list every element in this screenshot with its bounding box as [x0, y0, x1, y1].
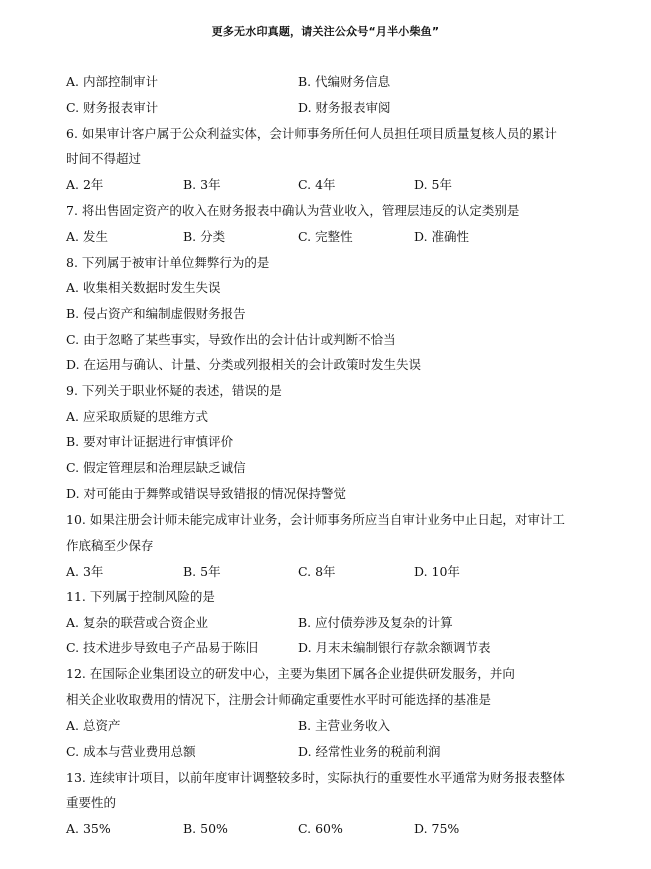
- q8-option-a: A. 收集相关数据时发生失误: [66, 280, 221, 295]
- q12-option-c: C. 成本与营业费用总额: [66, 744, 196, 759]
- q6-stem-line-1: 6. 如果审计客户属于公众利益实体，会计师事务所任何人员担任项目质量复核人员的累计: [66, 126, 557, 141]
- q10-option-a: A. 3年: [66, 564, 104, 579]
- q11-stem: 11. 下列属于控制风险的是: [66, 589, 215, 604]
- q13-option-b: B. 50%: [183, 821, 228, 836]
- q13-stem-line-1: 13. 连续审计项目，以前年度审计调整较多时，实际执行的重要性水平通常为财务报表整体: [66, 770, 565, 785]
- q10-option-b: B. 5年: [183, 564, 221, 579]
- q13-stem-line-2: 重要性的: [66, 795, 117, 810]
- q13-option-d: D. 75%: [414, 821, 460, 836]
- q5-option-d: D. 财务报表审阅: [298, 100, 391, 115]
- q6-option-c: C. 4年: [298, 177, 336, 192]
- q9-option-b: B. 要对审计证据进行审慎评价: [66, 434, 234, 449]
- q6-option-a: A. 2年: [66, 177, 104, 192]
- q13-option-c: C. 60%: [298, 821, 343, 836]
- q12-stem-line-1: 12. 在国际企业集团设立的研发中心，主要为集团下属各企业提供研发服务，并向: [66, 666, 515, 681]
- q8-option-b: B. 侵占资产和编制虚假财务报告: [66, 306, 246, 321]
- q7-option-b: B. 分类: [183, 229, 226, 244]
- q11-option-d: D. 月末未编制银行存款余额调节表: [298, 640, 491, 655]
- q11-option-b: B. 应付债券涉及复杂的计算: [298, 615, 453, 630]
- q13-option-a: A. 35%: [66, 821, 111, 836]
- q11-option-a: A. 复杂的联营或合资企业: [66, 615, 208, 630]
- q9-option-a: A. 应采取质疑的思维方式: [66, 409, 208, 424]
- q9-option-c: C. 假定管理层和治理层缺乏诚信: [66, 460, 246, 475]
- q9-option-d: D. 对可能由于舞弊或错误导致错报的情况保持警觉: [66, 486, 347, 501]
- q7-option-c: C. 完整性: [298, 229, 353, 244]
- q7-option-d: D. 准确性: [414, 229, 470, 244]
- q12-option-d: D. 经常性业务的税前利润: [298, 744, 441, 759]
- q10-stem-line-1: 10. 如果注册会计师未能完成审计业务，会计师事务所应当自审计业务中止日起，对审计工: [66, 512, 565, 527]
- q12-option-a: A. 总资产: [66, 718, 121, 733]
- q12-stem-line-2: 相关企业收取费用的情况下，注册会计师确定重要性水平时可能选择的基准是: [66, 692, 492, 707]
- q6-stem-line-2: 时间不得超过: [66, 151, 142, 166]
- q10-stem-line-2: 作底稿至少保存: [66, 538, 154, 553]
- q8-stem: 8. 下列属于被审计单位舞弊行为的是: [66, 255, 270, 270]
- q6-option-d: D. 5年: [414, 177, 452, 192]
- q7-option-a: A. 发生: [66, 229, 108, 244]
- q12-option-b: B. 主营业务收入: [298, 718, 391, 733]
- q5-option-c: C. 财务报表审计: [66, 100, 159, 115]
- q8-option-c: C. 由于忽略了某些事实，导致作出的会计估计或判断不恰当: [66, 332, 396, 347]
- q6-option-b: B. 3年: [183, 177, 221, 192]
- q7-stem: 7. 将出售固定资产的收入在财务报表中确认为营业收入，管理层违反的认定类别是: [66, 203, 520, 218]
- page-header-notice: 更多无水印真题，请关注公众号“月半小柴鱼”: [211, 25, 440, 38]
- q10-option-d: D. 10年: [414, 564, 460, 579]
- q5-option-a: A. 内部控制审计: [66, 74, 158, 89]
- q9-stem: 9. 下列关于职业怀疑的表述，错误的是: [66, 383, 282, 398]
- q10-option-c: C. 8年: [298, 564, 336, 579]
- q8-option-d: D. 在运用与确认、计量、分类或列报相关的会计政策时发生失误: [66, 357, 422, 372]
- q11-option-c: C. 技术进步导致电子产品易于陈旧: [66, 640, 259, 655]
- q5-option-b: B. 代编财务信息: [298, 74, 391, 89]
